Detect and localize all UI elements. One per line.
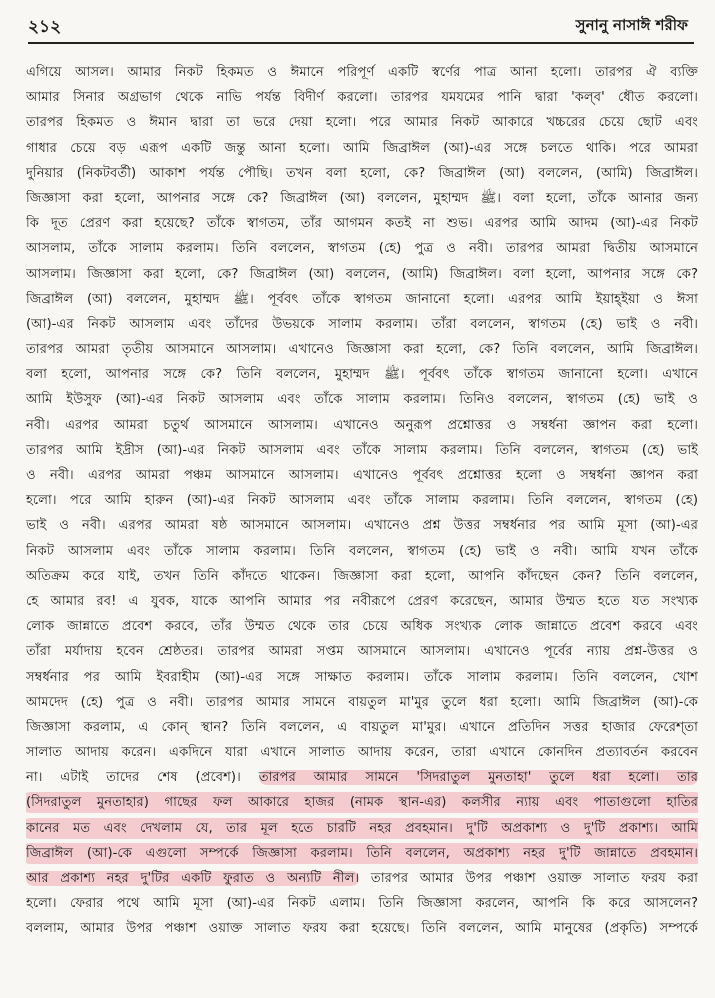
- highlighted-passage-line-31: কানের মত এবং দেখলাম যে, তার মূল হতে চারটি নহর প্রবহমান। দু'টি অপ্রকাশ্য ও দু'টি প্রকাশ্য। আমি: [26, 820, 698, 836]
- text-line-22: হে আমার রব! এ যুবক, যাকে আপনি আমার পর নবীরূপে প্রেরণ করেছেন, আমার উম্মত হতে যত সংখ্যক: [26, 593, 698, 609]
- text-line-33: [26, 866, 698, 891]
- text-line-14: আমি ইউসুফ (আ)-এর নিকট আসলাম এবং তাঁকে সালাম করলাম। তিনিও বললেন, স্বাগতম (হে) ভাই ও: [26, 392, 698, 408]
- text-line-31: [26, 816, 698, 841]
- text-line-34: হলো। ফেরার পথে আমি মূসা (আ)-এর নিকট এলাম। তিনি জিজ্ঞাসা করলেন, আপনি কি করে আসলেন?: [26, 896, 698, 912]
- highlighted-passage-line-30: (সিদরাতুল মুনতাহার) গাছের ফল আকারে হাজর (নামক স্থান-এর) কলসীর ন্যায় এবং পাতাগুলো হাতির: [26, 795, 698, 811]
- text-line-8: আসলাম, তাঁকে সালাম করলাম। তিনি বললেন, স্বাগতম (হে) পুত্র ও নবী। তারপর আমরা দ্বিতীয় আসমানে: [26, 241, 698, 257]
- text-line-18: হলো। পরে আমি হারুন (আ)-এর নিকট আসলাম এবং তাঁকে সালাম করলাম। তিনি বললেন, স্বাগতম (হে): [26, 493, 698, 509]
- highlighted-passage-start: তারপর আমার সামনে 'সিদরাতুল মুনতাহা' তুলে ধরা হলো। তার: [258, 770, 698, 786]
- text-line-4: গাধার চেয়ে বড় এরূপ একটি জন্তু আনা হলো। আমি জিব্রাঈল (আ)-এর সঙ্গে চলতে থাকি। পরে আমরা: [26, 140, 698, 156]
- text-line-27: জিজ্ঞাসা করলাম, এ কোন্ স্থান? তিনি বললেন, এ বায়তুল মা'মুর। এখানে প্রতিদিন সত্তর হাজার ফেরেশ্‌তা: [26, 719, 698, 735]
- text-line-5: দুনিয়ার (নিকটবর্তী) আকাশ পর্যন্ত পৌছি। তখন বলা হলো, কে? জিব্রাঈল (আ) বললেন, (আমি) জিব্রাঈল।: [26, 165, 698, 181]
- text-line-19: ভাই ও নবী। এরপর আমরা ষষ্ঠ আসমানে আসলাম। এখানেও প্রশ্ন উত্তর সম্বর্ধনার পর আমি মূসা (আ)-এর: [26, 518, 698, 534]
- page-number: ২১২: [28, 17, 62, 37]
- text-line-23: লোক জান্নাতে প্রবেশ করবে, তাঁর উম্মত থেকে তার চেয়ে অধিক সংখ্যক লোক জান্নাতে প্রবেশ করবে এবং: [26, 619, 698, 635]
- text-line-24: তাঁরা মর্যাদায় হবেন শ্রেষ্ঠতর। তারপর আমরা সপ্তম আসমানে আসলাম। এখানেও পূর্বের ন্যায় প্রশ্ন-উত্তর ও: [26, 644, 698, 660]
- closing-lines: [26, 891, 698, 941]
- text-line-21: অতিক্রম করে যাই, তখন তিনি কাঁদতে থাকেন। জিজ্ঞাসা করা হলো, আপনি কাঁদছেন কেন? তিনি বললেন,: [26, 568, 698, 584]
- text-line-9: আসলাম। জিজ্ঞাসা করা হলো, কে? জিব্রাঈল (আ) বললেন, (আমি) জিব্রাঈল। বলা হলো, আপনার সঙ্গে কে?: [26, 266, 698, 282]
- highlighted-passage-end: আর প্রকাশ্য নহর দু'টির একটি ফুরাত ও অন্যটি নীল।: [26, 871, 360, 886]
- text-line-12: তারপর আমরা তৃতীয় আসমানে আসলাম। এখানেও জিজ্ঞাসা করা হলো, কে? তিনি বললেন, আমি জিব্রাঈল।: [26, 342, 698, 358]
- line-29-plain: না। এটাই তাদের শেষ (প্রবেশ)।: [26, 770, 241, 786]
- book-title: সুনানু নাসাঈ শরীফ: [575, 16, 688, 34]
- line-33-plain: তারপর আমার উপর পঞ্চাশ ওয়াক্ত সালাত ফরয করা: [370, 871, 698, 886]
- text-line-28: সালাত আদায় করেন। একদিনে যারা এখানে সালাত আদায় করেন, তারা এখানে কোনদিন প্রত্যাবর্তন করবেন: [26, 745, 698, 761]
- text-line-25: সম্বর্ধনার পর আমি ইবরাহীম (আ)-এর সঙ্গে সাক্ষাত করলাম। তাঁকে সালাম করলাম। তিনি বললেন, খোশ: [26, 669, 698, 685]
- text-line-32: [26, 841, 698, 866]
- text-line-1: এগিয়ে আসল। আমার নিকট হিকমত ও ঈমানে পরিপূর্ণ একটি স্বর্ণের পাত্র আনা হলো। তারপর ঐ ব্যক্তি: [26, 65, 698, 80]
- text-line-11: (আ)-এর নিকট আসলাম এবং তাঁদের উভয়কে সালাম করলাম। তাঁরা বললেন, স্বাগতম (হে) ভাই ও নবী।: [26, 316, 698, 332]
- text-line-13: বলা হলো, আপনার সঙ্গে কে? তিনি বললেন, মুহাম্মদ ﷺ। পূর্ববৎ তাঁকে স্বাগতম জানানো হলো। এখানে: [26, 367, 698, 383]
- page-header: [28, 10, 688, 38]
- text-line-2: আমার সিনার অগ্রভাগ থেকে নাভি পর্যন্ত বিদীর্ণ করলো। তারপর যমযমের পানি দ্বারা 'কল্‌ব' ধৌত করলো।: [26, 90, 698, 106]
- text-line-17: ও নবী। এরপর আমরা পঞ্চম আসমানে আসলাম। এখানেও পূর্ববৎ প্রশ্নোত্তর হলো ও সম্বর্ধনা জ্ঞাপন করা: [26, 468, 698, 483]
- highlighted-passage-line-32: জিব্রাঈল (আ)-কে এগুলো সম্পর্কে জিজ্ঞাসা করলাম। তিনি বললেন, অপ্রকাশ্য নহর দু'টি জান্নাতে প্রবহমান।: [26, 845, 698, 861]
- text-line-26: আমদেদ (হে) পুত্র ও নবী। তারপর আমার সামনে বায়তুল মা'মুর তুলে ধরা হলো। আমি জিব্রাঈল (আ)-কে: [26, 694, 698, 710]
- text-line-6: জিজ্ঞাসা করা হলো, আপনার সঙ্গে কে? জিব্রাঈল (আ) বললেন, মুহাম্মদ ﷺ। বলা হলো, তাঁকে আনার জন্য: [26, 190, 698, 206]
- text-line-3: তারপর হিকমত ও ঈমান দ্বারা তা ভরে দেয়া হলো। পরে আমার নিকট আকারে খচ্চরের চেয়ে ছোট এবং: [26, 115, 698, 131]
- text-line-15: নবী। এরপর আমরা চতুর্থ আসমানে আসলাম। এখানেও অনুরূপ প্রশ্নোত্তর ও সম্বর্ধনা জ্ঞাপন করা হলো।: [26, 417, 698, 433]
- text-line-35: বললাম, আমার উপর পঞ্চাশ ওয়াক্ত সালাত ফরয করা হয়েছে। তিনি বললেন, আমি মানুষের (প্রকৃতি) সম্পর্কে: [26, 921, 698, 937]
- text-line-7: কি দূত প্রেরণ করা হয়েছে? তাঁকে স্বাগতম, তাঁর আগমন কতই না শুভ। এরপর আমি আদম (আ)-এর নিকট: [26, 216, 698, 232]
- hadith-text-body: [26, 60, 698, 942]
- text-line-29: [26, 765, 698, 790]
- text-line-20: নিকট আসলাম এবং তাঁকে সালাম করলাম। তিনি বললেন, স্বাগতম (হে) ভাই ও নবী। আমি যখন তাঁকে: [26, 543, 698, 559]
- text-line-10: জিব্রাঈল (আ) বললেন, মুহাম্মদ ﷺ। পূর্ববৎ তাঁকে স্বাগতম জানানো হলো। এরপর আমি ইয়াহ্‌ইয়া ও ঈসা: [26, 291, 698, 307]
- header-rule: [28, 42, 694, 44]
- text-line-30: [26, 790, 698, 815]
- text-line-16: তারপর আমি ইদ্রীস (আ)-এর নিকট আসলাম এবং তাঁকে সালাম করলাম। তিনি বললেন, স্বাগতম (হে) ভাই: [26, 442, 698, 458]
- paragraph-lines: [26, 60, 698, 765]
